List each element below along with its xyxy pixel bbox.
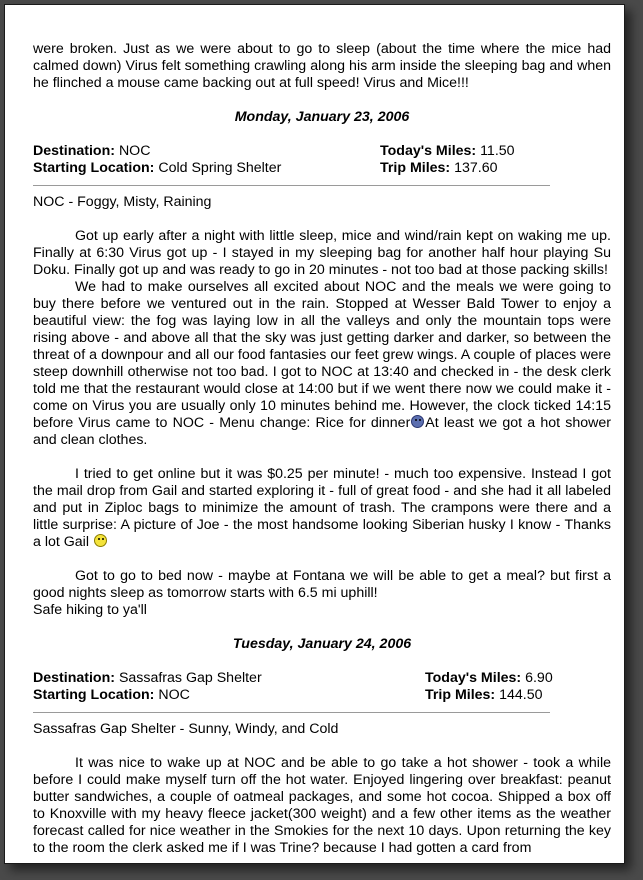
journal-entry-tuesday <box>33 636 611 857</box>
sick-emoticon-icon <box>411 415 424 428</box>
smile-emoticon-icon <box>94 534 107 547</box>
entry-paragraph: We had to make ourselves all excited about NOC and the meals we were going to buy there before we ventured out in the rain. Stopped at Wesser Bald Tower to enjoy a beautiful view: the fog was laying low in all the valleys and only the mountain tops were rising above - and above all that the sky was just getting darker and darker, so between the threat of a downpour and all our food fantasies our feet grew wings. A couple of places were steep downhill otherwise not too bad. I got to NOC at 13:40 and checked in - the desk clerk told me that the restaurant would close at 14:00 but if we went there now we could make it - come on Virus you are usually only 10 minutes behind me. However, the clock ticked 14:15 before Virus came to NOC - Menu change: Rice for dinner At least we got a hot shower and clean clothes. <box>33 279 611 448</box>
weather-line: Sassafras Gap Shelter - Sunny, Windy, and Cold <box>33 721 339 737</box>
intro-paragraph: were broken. Just as we were about to go to sleep (about the time where the mice had calmed down) Virus felt something crawling along his arm inside the sleeping bag and when he flinched a mouse came backing out at full speed! Virus and Mice!!! <box>33 41 611 91</box>
sign-off: Safe hiking to ya'll <box>33 602 147 618</box>
entry-info-left <box>33 670 262 704</box>
destination-value: Sassafras Gap Shelter <box>118 670 262 686</box>
journal-entry-monday <box>33 109 611 619</box>
trip-miles-value: 137.60 <box>454 160 498 176</box>
starting-location-label: Starting Location: <box>33 687 155 703</box>
trip-miles-label: Trip Miles: <box>425 687 496 703</box>
destination-label: Destination: <box>33 670 115 686</box>
starting-location-label: Starting Location: <box>33 160 155 176</box>
journal-page <box>33 41 611 857</box>
entry-info-right <box>425 670 553 704</box>
entry-date: Tuesday, January 24, 2006 <box>232 636 412 652</box>
entry-info-right <box>380 143 515 177</box>
todays-miles-value: 6.90 <box>525 670 553 686</box>
entry-info-left <box>33 143 281 177</box>
weather-line: NOC - Foggy, Misty, Raining <box>33 194 212 210</box>
entry-paragraph: I tried to get online but it was $0.25 per minute! - much too expensive. Instead I got the mail drop from Gail and started exploring it - full of great food - and she had it all labeled and put in Ziploc bags to minimize the amount of trash. The crampons were there and a little surprise: A picture of Joe - the most handsome looking Siberian husky I know - Thanks a lot Gail <box>33 466 611 550</box>
starting-location-value: Cold Spring Shelter <box>158 160 282 176</box>
todays-miles-value: 11.50 <box>480 143 515 159</box>
entry-info <box>33 143 611 177</box>
trip-miles-value: 144.50 <box>499 687 543 703</box>
entry-paragraph: Got up early after a night with little sleep, mice and wind/rain kept on waking me up. Finally at 6:30 Virus got up - I stayed in my sleeping bag for another half hour playing Su Doku. Finally got up and was ready to go in 20 minutes - not too bad at those packing skills! <box>33 228 611 278</box>
trip-miles-label: Trip Miles: <box>380 160 451 176</box>
entry-paragraph: It was nice to wake up at NOC and be able to go take a hot shower - took a while before I could make myself turn off the hot water. Enjoyed lingering over breakfast: peanut butter sandwiches, a couple of oatmeal packages, and some hot cocoa. Shipped a box off to Knoxville with my heavy fleece jacket(300 weight) and a few other items as the weather forecast called for nice weather in the Smokies for the next 10 days. Upon returning the key to the room the clerk asked me if I was Trine? because I had gotten a card from <box>33 755 611 856</box>
todays-miles-label: Today's Miles: <box>380 143 477 159</box>
starting-location-value: NOC <box>158 687 190 703</box>
destination-value: NOC <box>118 143 151 159</box>
entry-date: Monday, January 23, 2006 <box>234 109 410 125</box>
entry-paragraph: Got to go to bed now - maybe at Fontana we will be able to get a meal? but first a good nights sleep as tomorrow starts with 6.5 mi uphill! <box>33 568 611 601</box>
todays-miles-label: Today's Miles: <box>425 670 522 686</box>
divider <box>33 712 550 713</box>
page-frame <box>4 4 625 864</box>
entry-info <box>33 670 611 704</box>
divider <box>33 185 550 186</box>
destination-label: Destination: <box>33 143 115 159</box>
